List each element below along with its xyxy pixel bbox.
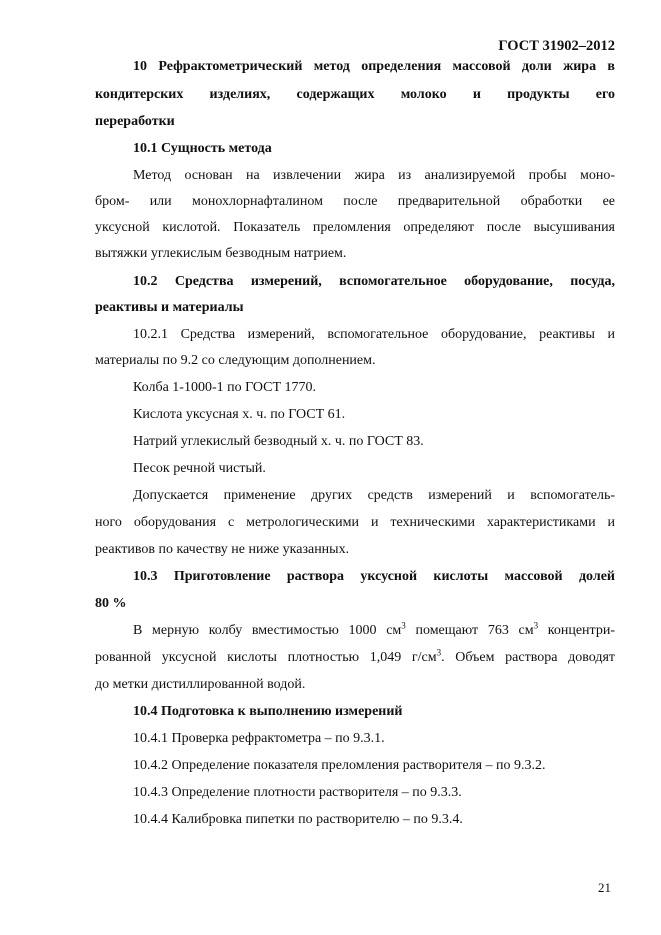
paragraph-line: уксусной кислотой. Показатель преломления определяют после высушивания: [95, 220, 615, 235]
paragraph-line: вытяжки углекислым безводным натрием.: [95, 246, 347, 261]
paragraph-line: Метод основан на извлечении жира из анализируемой пробы моно-: [133, 168, 615, 183]
section-10-title-line-2: кондитерских изделиях, содержащих молоко и продукты его: [95, 87, 615, 102]
list-item: 10.4.3 Определение плотности растворителя – по 9.3.3.: [133, 785, 462, 800]
paragraph-line: рованной уксусной кислоты плотностью 1,049 $г/см^3$. Объем раствора доводят: [95, 647, 615, 665]
list-item: Кислота уксусная х. ч. по ГОСТ 61.: [133, 407, 346, 422]
section-10-2-title-line-2: реактивы и материалы: [95, 300, 244, 315]
paragraph-line: В мерную колбу вместимостью 1000 $см^3$ помещают 763 $см^3$ концентри-: [133, 620, 615, 638]
list-item: Натрий углекислый безводный х. ч. по ГОСТ 83.: [133, 434, 424, 449]
list-item: 10.4.2 Определение показателя преломления растворителя – по 9.3.2.: [133, 758, 546, 773]
paragraph-line: бром- или монохлорнафталином после предварительной обработки ее: [95, 194, 615, 209]
standard-header: ГОСТ 31902–2012: [498, 38, 615, 54]
section-10-4-title: 10.4 Подготовка к выполнению измерений: [133, 704, 403, 719]
list-item: Песок речной чистый.: [133, 461, 266, 476]
section-10-title-line-3: переработки: [95, 114, 175, 129]
page-number: 21: [598, 880, 611, 895]
list-item: 10.4.4 Калибровка пипетки по растворителю – по 9.3.4.: [133, 812, 463, 827]
section-10-3-title-line-1: 10.3 Приготовление раствора уксусной кислоты массовой долей: [133, 569, 615, 584]
section-10-2-title-line-1: 10.2 Средства измерений, вспомогательное оборудование, посуда,: [133, 274, 615, 289]
list-item: 10.4.1 Проверка рефрактометра – по 9.3.1.: [133, 731, 385, 746]
section-10-1-title: 10.1 Сущность метода: [133, 141, 272, 156]
section-10-title-line-1: 10 Рефрактометрический метод определения массовой доли жира в: [133, 59, 615, 74]
paragraph-line: реактивов по качеству не ниже указанных.: [95, 542, 350, 557]
paragraph-line: до метки дистиллированной водой.: [95, 677, 306, 692]
section-10-3-title-line-2: 80 %: [95, 596, 127, 611]
paragraph-line: 10.2.1 Средства измерений, вспомогательное оборудование, реактивы и: [133, 327, 615, 342]
paragraph-line: Допускается применение других средств измерений и вспомогатель-: [133, 488, 615, 503]
paragraph-line: ного оборудования с метрологическими и техническими характеристиками и: [95, 515, 615, 530]
list-item: Колба 1-1000-1 по ГОСТ 1770.: [133, 380, 317, 395]
paragraph-line: материалы по 9.2 со следующим дополнением.: [95, 353, 376, 368]
